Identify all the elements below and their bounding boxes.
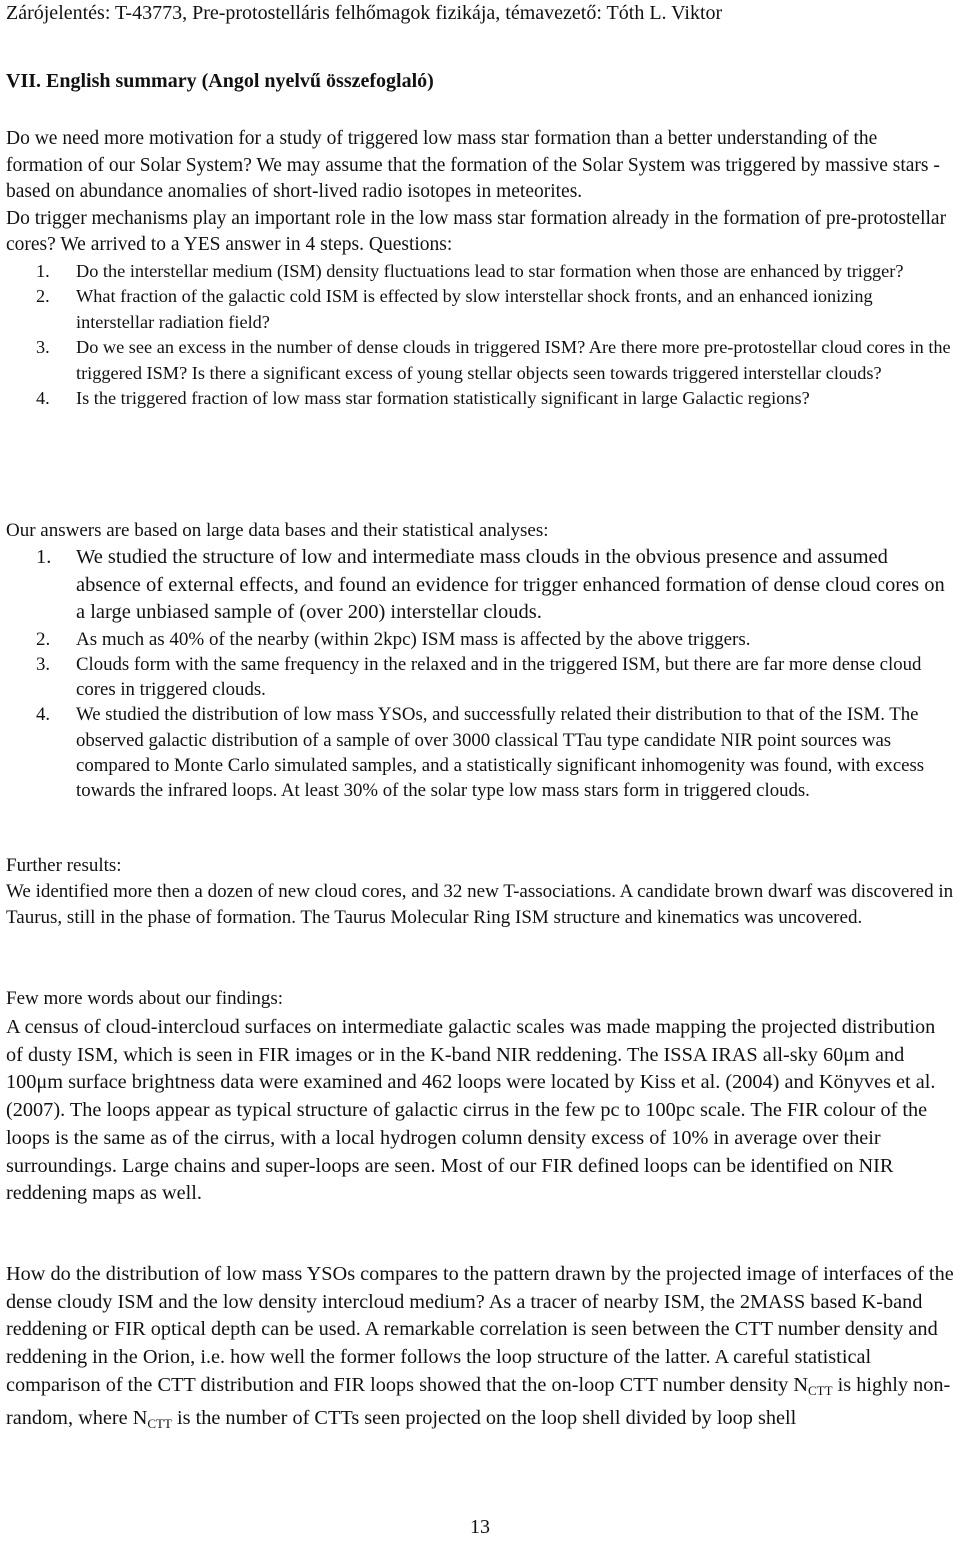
- question-number: 1.: [36, 260, 50, 281]
- further-results-text: We identified more then a dozen of new cloud cores, and 32 new T-associations. A candidate brown dwarf was discovered in Taurus, still in the phase of formation. The Taurus Molecular Ring ISM structure and kinematics was uncovered.: [6, 881, 954, 928]
- further-results-block: [6, 853, 954, 931]
- answers-intro: Our answers are based on large data bases and their statistical analyses:: [6, 520, 549, 541]
- findings-block: [6, 984, 954, 1208]
- question-item: [6, 386, 954, 412]
- answers-block: [6, 518, 954, 803]
- findings-heading: Few more words about our findings:: [6, 988, 284, 1009]
- question-text: Do we see an excess in the number of dense clouds in triggered ISM? Are there more pre-protostellar cloud cores in the triggered ISM? Is there a significant excess of young stellar objects seen towards triggered interstellar clouds?: [76, 337, 951, 383]
- ctt-subscript-2: CTT: [147, 1415, 172, 1431]
- answer-number: 2.: [36, 628, 51, 650]
- findings-text: A census of cloud-intercloud surfaces on intermediate galactic scales was made mapping the projected distribution of dusty ISM, which is seen in FIR images or in the K-band NIR reddening. The ISSA IRAS all-sky 60μm and 100μm surface brightness data were examined and 462 loops were located by Kiss et al. (2004) and Könyves et al. (2007). The loops appear as typical structure of galactic cirrus in the few pc to 100pc scale. The FIR colour of the loops is the same as of the cirrus, with a local hydrogen column density excess of 10% in average over their surroundings. Large chains and super-loops are seen. Most of our FIR defined loops can be identified on NIR reddening maps as well.: [6, 1016, 936, 1205]
- answer-number: 1.: [36, 546, 52, 568]
- question-item: [6, 335, 954, 386]
- answers-list: [6, 544, 954, 803]
- answer-number: 3.: [36, 654, 51, 675]
- question-item: [6, 284, 954, 335]
- questions-list: [6, 259, 954, 412]
- further-results-heading: Further results:: [6, 855, 122, 876]
- answer-text: As much as 40% of the nearby (within 2kpc) ISM mass is affected by the above triggers.: [76, 628, 751, 650]
- question-number: 3.: [36, 337, 50, 357]
- answer-text: Clouds form with the same frequency in the relaxed and in the triggered ISM, but there are far more dense cloud cores in triggered clouds.: [76, 654, 922, 701]
- question-number: 4.: [36, 388, 50, 408]
- question-number: 2.: [36, 286, 50, 306]
- question-text: What fraction of the galactic cold ISM is effected by slow interstellar shock fronts, and an enhanced ionizing interstellar radiation field?: [76, 286, 873, 332]
- intro-block: [6, 126, 954, 412]
- answer-item: [6, 627, 954, 653]
- ctt-text-part-2: is highly non-random, where N: [6, 1373, 951, 1429]
- answer-item: [6, 702, 954, 803]
- page-header: Zárójelentés: T-43773, Pre-protostelláris felhőmagok fizikája, témavezető: Tóth L. Viktor: [6, 2, 723, 24]
- answer-number: 4.: [36, 704, 51, 726]
- answer-text: We studied the distribution of low mass YSOs, and successfully related their distribution to that of the ISM. The observed galactic distribution of a sample of over 3000 classical TTau type candidate NIR point sources was compared to Monte Carlo simulated samples, and a statistically significant inhomogenity was found, with excess towards the infrared loops. At least 30% of the solar type low mass stars form in triggered clouds.: [76, 704, 925, 802]
- question-text: Do the interstellar medium (ISM) density fluctuations lead to star formation when those are enhanced by trigger?: [76, 260, 904, 281]
- ctt-text-part-3: is the number of CTTs seen projected on the loop shell divided by loop shell: [171, 1406, 797, 1429]
- ctt-paragraph-block: [6, 1261, 954, 1437]
- intro-paragraph-2: Do trigger mechanisms play an important role in the low mass star formation already in the formation of pre-protostellar cores? We arrived to a YES answer in 4 steps. Questions:: [6, 207, 947, 255]
- section-title: VII. English summary (Angol nyelvű összefoglaló): [6, 70, 434, 92]
- ctt-text-part-1: How do the distribution of low mass YSOs compares to the pattern drawn by the projected image of interfaces of the dense cloudy ISM and the low density intercloud medium? As a tracer of nearby ISM, the 2MASS based K-band reddening or FIR optical depth can be used. A remarkable correlation is seen between the CTT number density and reddening in the Orion, i.e. how well the former follows the loop structure of the latter. A careful statistical comparison of the CTT distribution and FIR loops showed that the on-loop CTT number density N: [6, 1263, 954, 1396]
- intro-paragraph-1: Do we need more motivation for a study of triggered low mass star formation than a better understanding of the formation of our Solar System? We may assume that the formation of the Solar System was triggered by massive stars - based on abundance anomalies of short-lived radio isotopes in meteorites.: [6, 128, 940, 202]
- page-number: 13: [470, 1516, 490, 1538]
- answer-item: [6, 652, 954, 702]
- answer-text: We studied the structure of low and intermediate mass clouds in the obvious presence and assumed absence of external effects, and found an evidence for trigger enhanced formation of dense cloud cores on a large unbiased sample of (over 200) interstellar clouds.: [76, 546, 945, 623]
- ctt-subscript-1: CTT: [807, 1382, 833, 1398]
- question-item: [6, 259, 954, 285]
- ctt-paragraph: [6, 1261, 954, 1437]
- answer-item: [6, 544, 954, 627]
- question-text: Is the triggered fraction of low mass star formation statistically significant in large Galactic regions?: [76, 388, 810, 408]
